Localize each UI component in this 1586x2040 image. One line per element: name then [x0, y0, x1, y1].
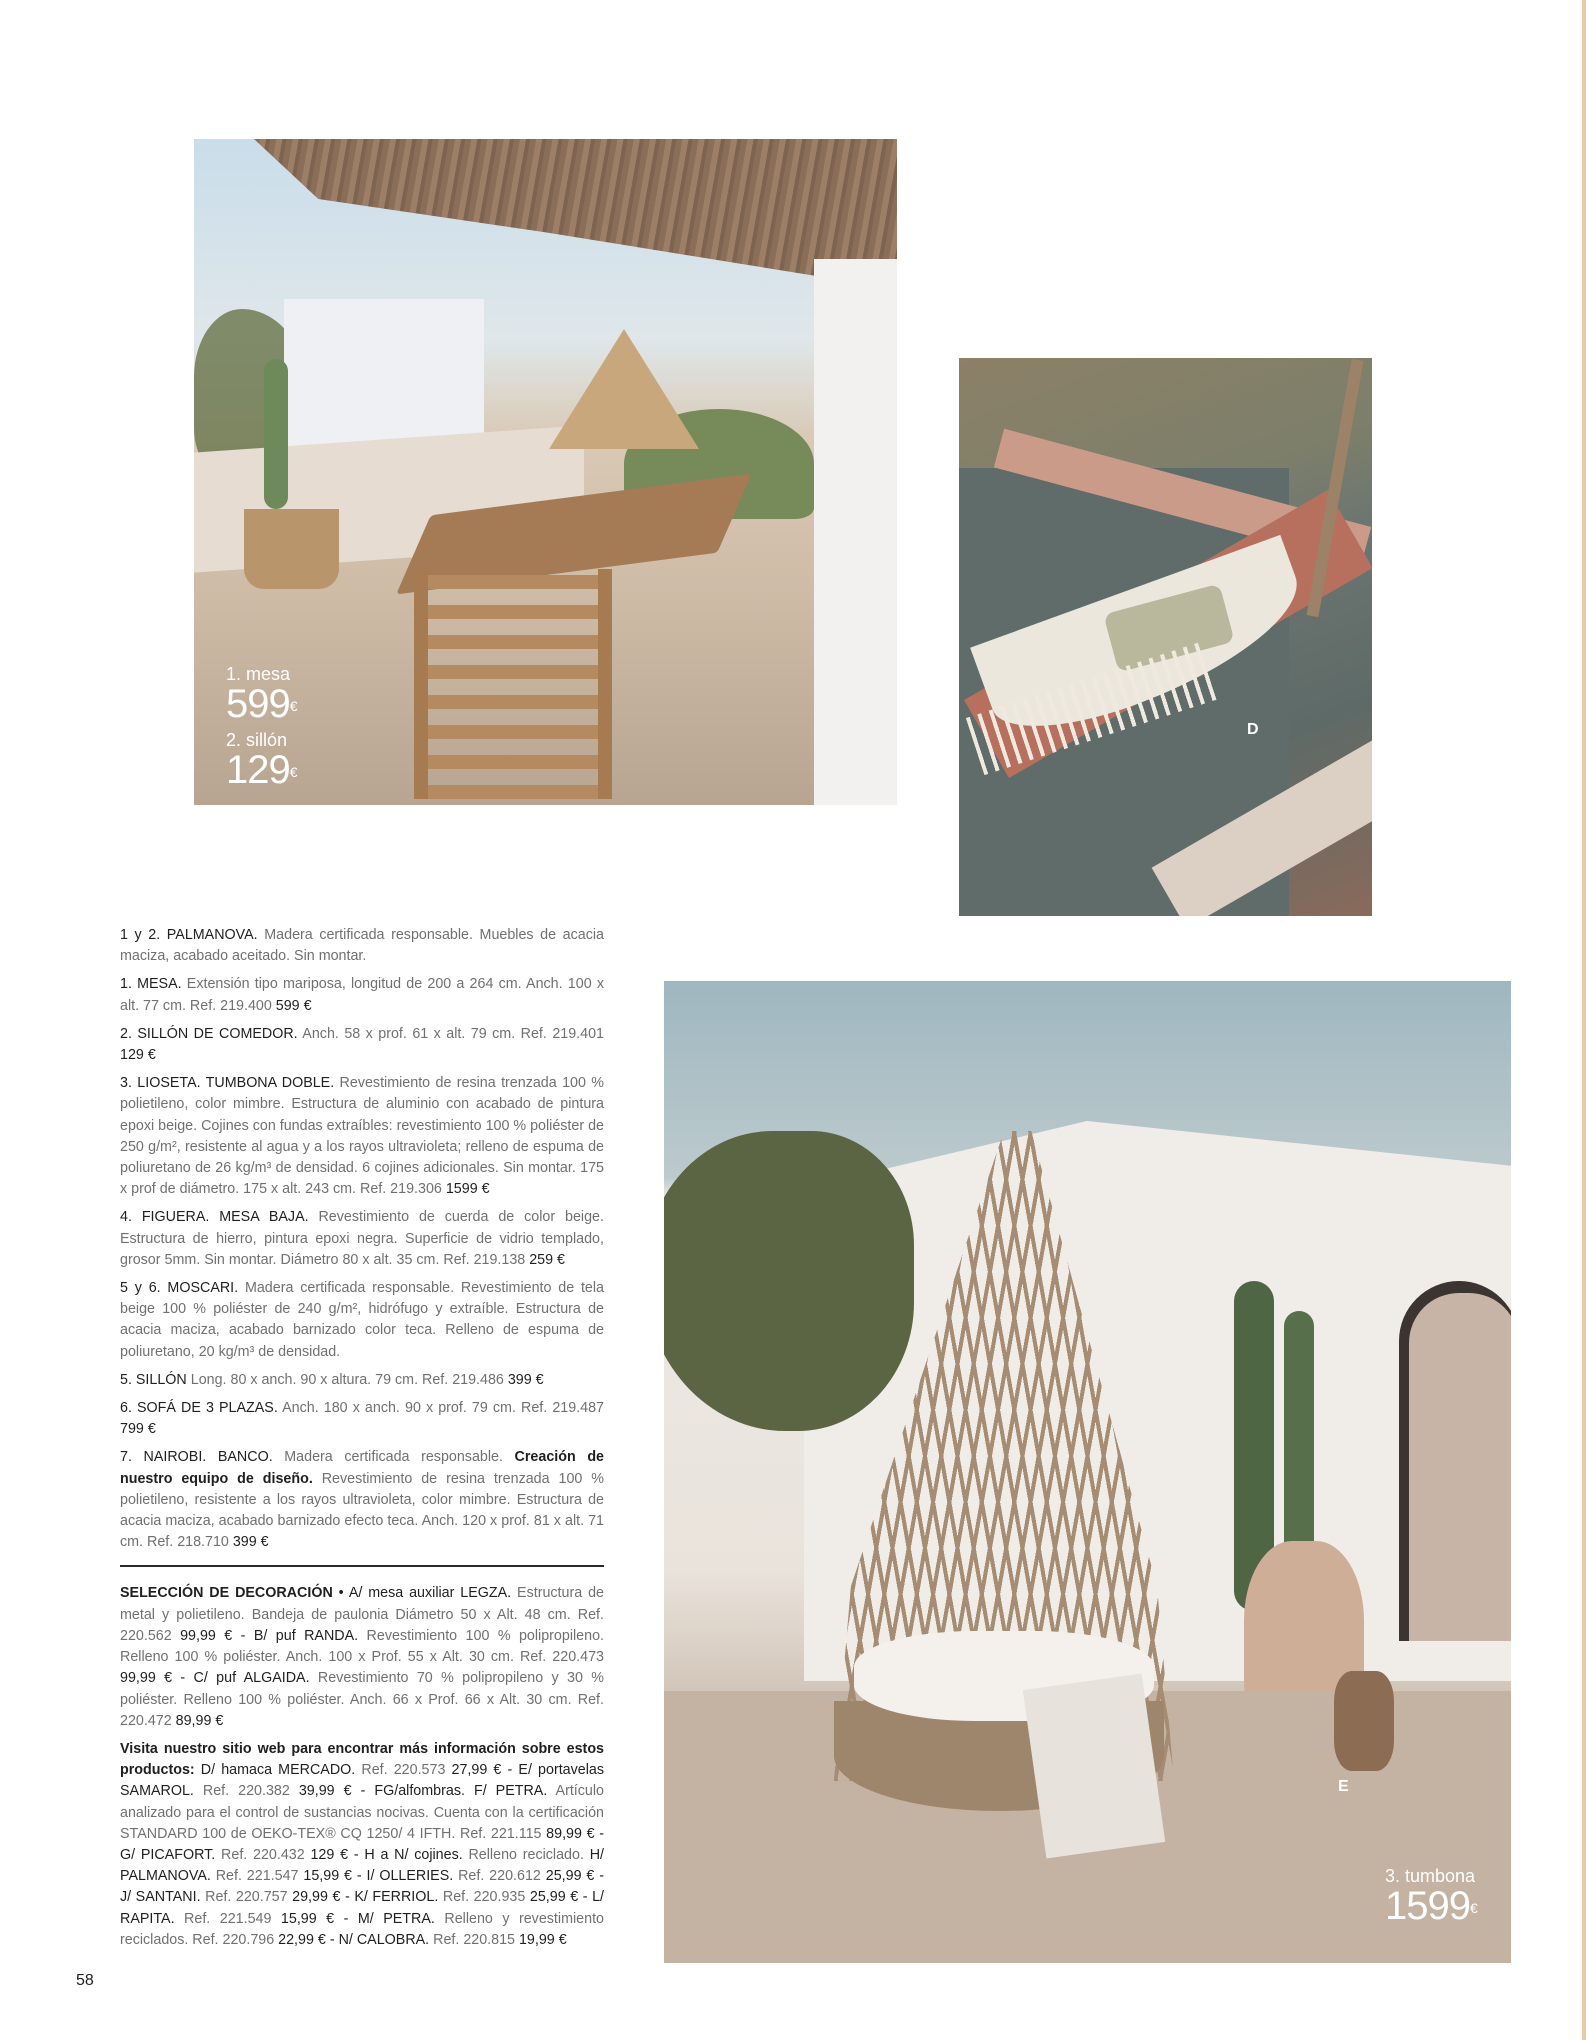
mesa-price: 599€	[226, 682, 297, 726]
hammock-pool-photo	[959, 358, 1372, 916]
product-entry: 3. LIOSETA. TUMBONA DOBLE. Revestimiento de resina trenzada 100 % polietileno, color mimbre. Estructura de aluminio con acabado de pintura epoxi beige. Cojines con fundas extraíbles: revestimiento 100 % poliéster de 250 g/m², resistente al agua y a los rayos ultravioleta; relleno de espuma de poliuretano de 26 kg/m³ de densidad. 6 cojines adicionales. Sin montar. 175 x prof de diámetro. 175 x alt. 243 cm. Ref. 219.306 1599 €	[120, 1075, 604, 1198]
letter-d: D	[1247, 721, 1259, 738]
tumbona-price: 1599€	[1385, 1884, 1477, 1928]
sillon-label: 2. sillón	[226, 730, 288, 750]
product-entry: 5. SILLÓN Long. 80 x anch. 90 x altura. 79 cm. Ref. 219.486 399 €	[120, 1371, 544, 1388]
mesa-price-label	[226, 664, 297, 790]
letter-e: E	[1338, 1778, 1349, 1795]
tumbona-price-label	[1385, 1866, 1477, 1926]
product-entry: 1 y 2. PALMANOVA. Madera certificada responsable. Muebles de acacia maciza, acabado aceitado. Sin montar.	[120, 927, 604, 965]
page-number: 58	[76, 1972, 94, 1989]
page-edge-strip	[1582, 0, 1586, 2040]
product-entry: 1. MESA. Extensión tipo mariposa, longitud de 200 a 264 cm. Anch. 100 x alt. 77 cm. Ref. 219.400 599 €	[120, 976, 604, 1014]
product-entry: 6. SOFÁ DE 3 PLAZAS. Anch. 180 x anch. 90 x prof. 79 cm. Ref. 219.487 799 €	[120, 1400, 604, 1438]
product-entry: 5 y 6. MOSCARI. Madera certificada responsable. Revestimiento de tela beige 100 % poliéster de 240 g/m², hidrófugo y extraíble. Estructura de acacia maciza, acabado barnizado color teca. Relleno de espuma de poliuretano, 20 kg/m³ de densidad.	[120, 1280, 605, 1360]
dining-terrace-photo	[194, 139, 897, 805]
mesa-label: 1. mesa	[226, 664, 291, 684]
product-entry: 2. SILLÓN DE COMEDOR. Anch. 58 x prof. 61 x alt. 79 cm. Ref. 219.401 129 €	[120, 1025, 604, 1064]
product-entry: 4. FIGUERA. MESA BAJA. Revestimiento de cuerda de color beige. Estructura de hierro, pintura epoxi negra. Superficie de vidrio templado, grosor 5mm. Sin montar. Diámetro 80 x alt. 35 cm. Ref. 219.138 259 €	[120, 1209, 604, 1268]
decoration-selection: SELECCIÓN DE DECORACIÓN • A/ mesa auxiliar LEGZA. Estructura de metal y polietileno. Bandeja de paulonia Diámetro 50 x Alt. 48 cm. Ref. 220.562 99,99 € - B/ puf RANDA. Revestimiento 100 % polipropileno. Relleno 100 % poliéster. Anch. 100 x Prof. 55 x Alt. 30 cm. Ref. 220.473 99,99 € - C/ puf ALGAIDA. Revestimiento 70 % polipropileno y 30 % poliéster. Relleno 100 % poliéster. Anch. 66 x Prof. 66 x Alt. 30 cm. Ref. 220.472 89,99 €	[120, 1585, 605, 1729]
product-entry-nairobi: 7. NAIROBI. BANCO. Madera certificada responsable. Creación de nuestro equipo de diseño. Revestimiento de resina trenzada 100 % polietileno, resistente a los rayos ultravioleta, color mimbre. Estructura de acacia maciza, acabado barnizado efecto teca. Anch. 120 x prof. 81 x alt. 71 cm. Ref. 218.710 399 €	[120, 1449, 605, 1551]
sillon-price: 129€	[226, 748, 297, 792]
product-descriptions	[120, 925, 604, 1958]
section-divider	[120, 1565, 604, 1567]
sunbed-patio-photo	[664, 981, 1511, 1963]
tumbona-label: 3. tumbona	[1385, 1866, 1476, 1886]
website-products: Visita nuestro sitio web para encontrar más información sobre estos productos: D/ hamaca MERCADO. Ref. 220.573 27,99 € - E/ portavelas SAMAROL. Ref. 220.382 39,99 € - FG/alfombras. F/ PETRA. Artículo analizado para el control de sustancias nocivas. Cuenta con la certificación STANDARD 100 de OEKO-TEX® CQ 1250/ 4 IFTH. Ref. 221.115 89,99 € - G/ PICAFORT. Ref. 220.432 129 € - H a N/ cojines. Relleno reciclado. H/ PALMANOVA. Ref. 221.547 15,99 € - I/ OLLERIES. Ref. 220.612 25,99 € - J/ SANTANI. Ref. 220.757 29,99 € - K/ FERRIOL. Ref. 220.935 25,99 € - L/ RAPITA. Ref. 221.549 15,99 € - M/ PETRA. Relleno y revestimiento reciclados. Ref. 220.796 22,99 € - N/ CALOBRA. Ref. 220.815 19,99 €	[120, 1740, 605, 1948]
